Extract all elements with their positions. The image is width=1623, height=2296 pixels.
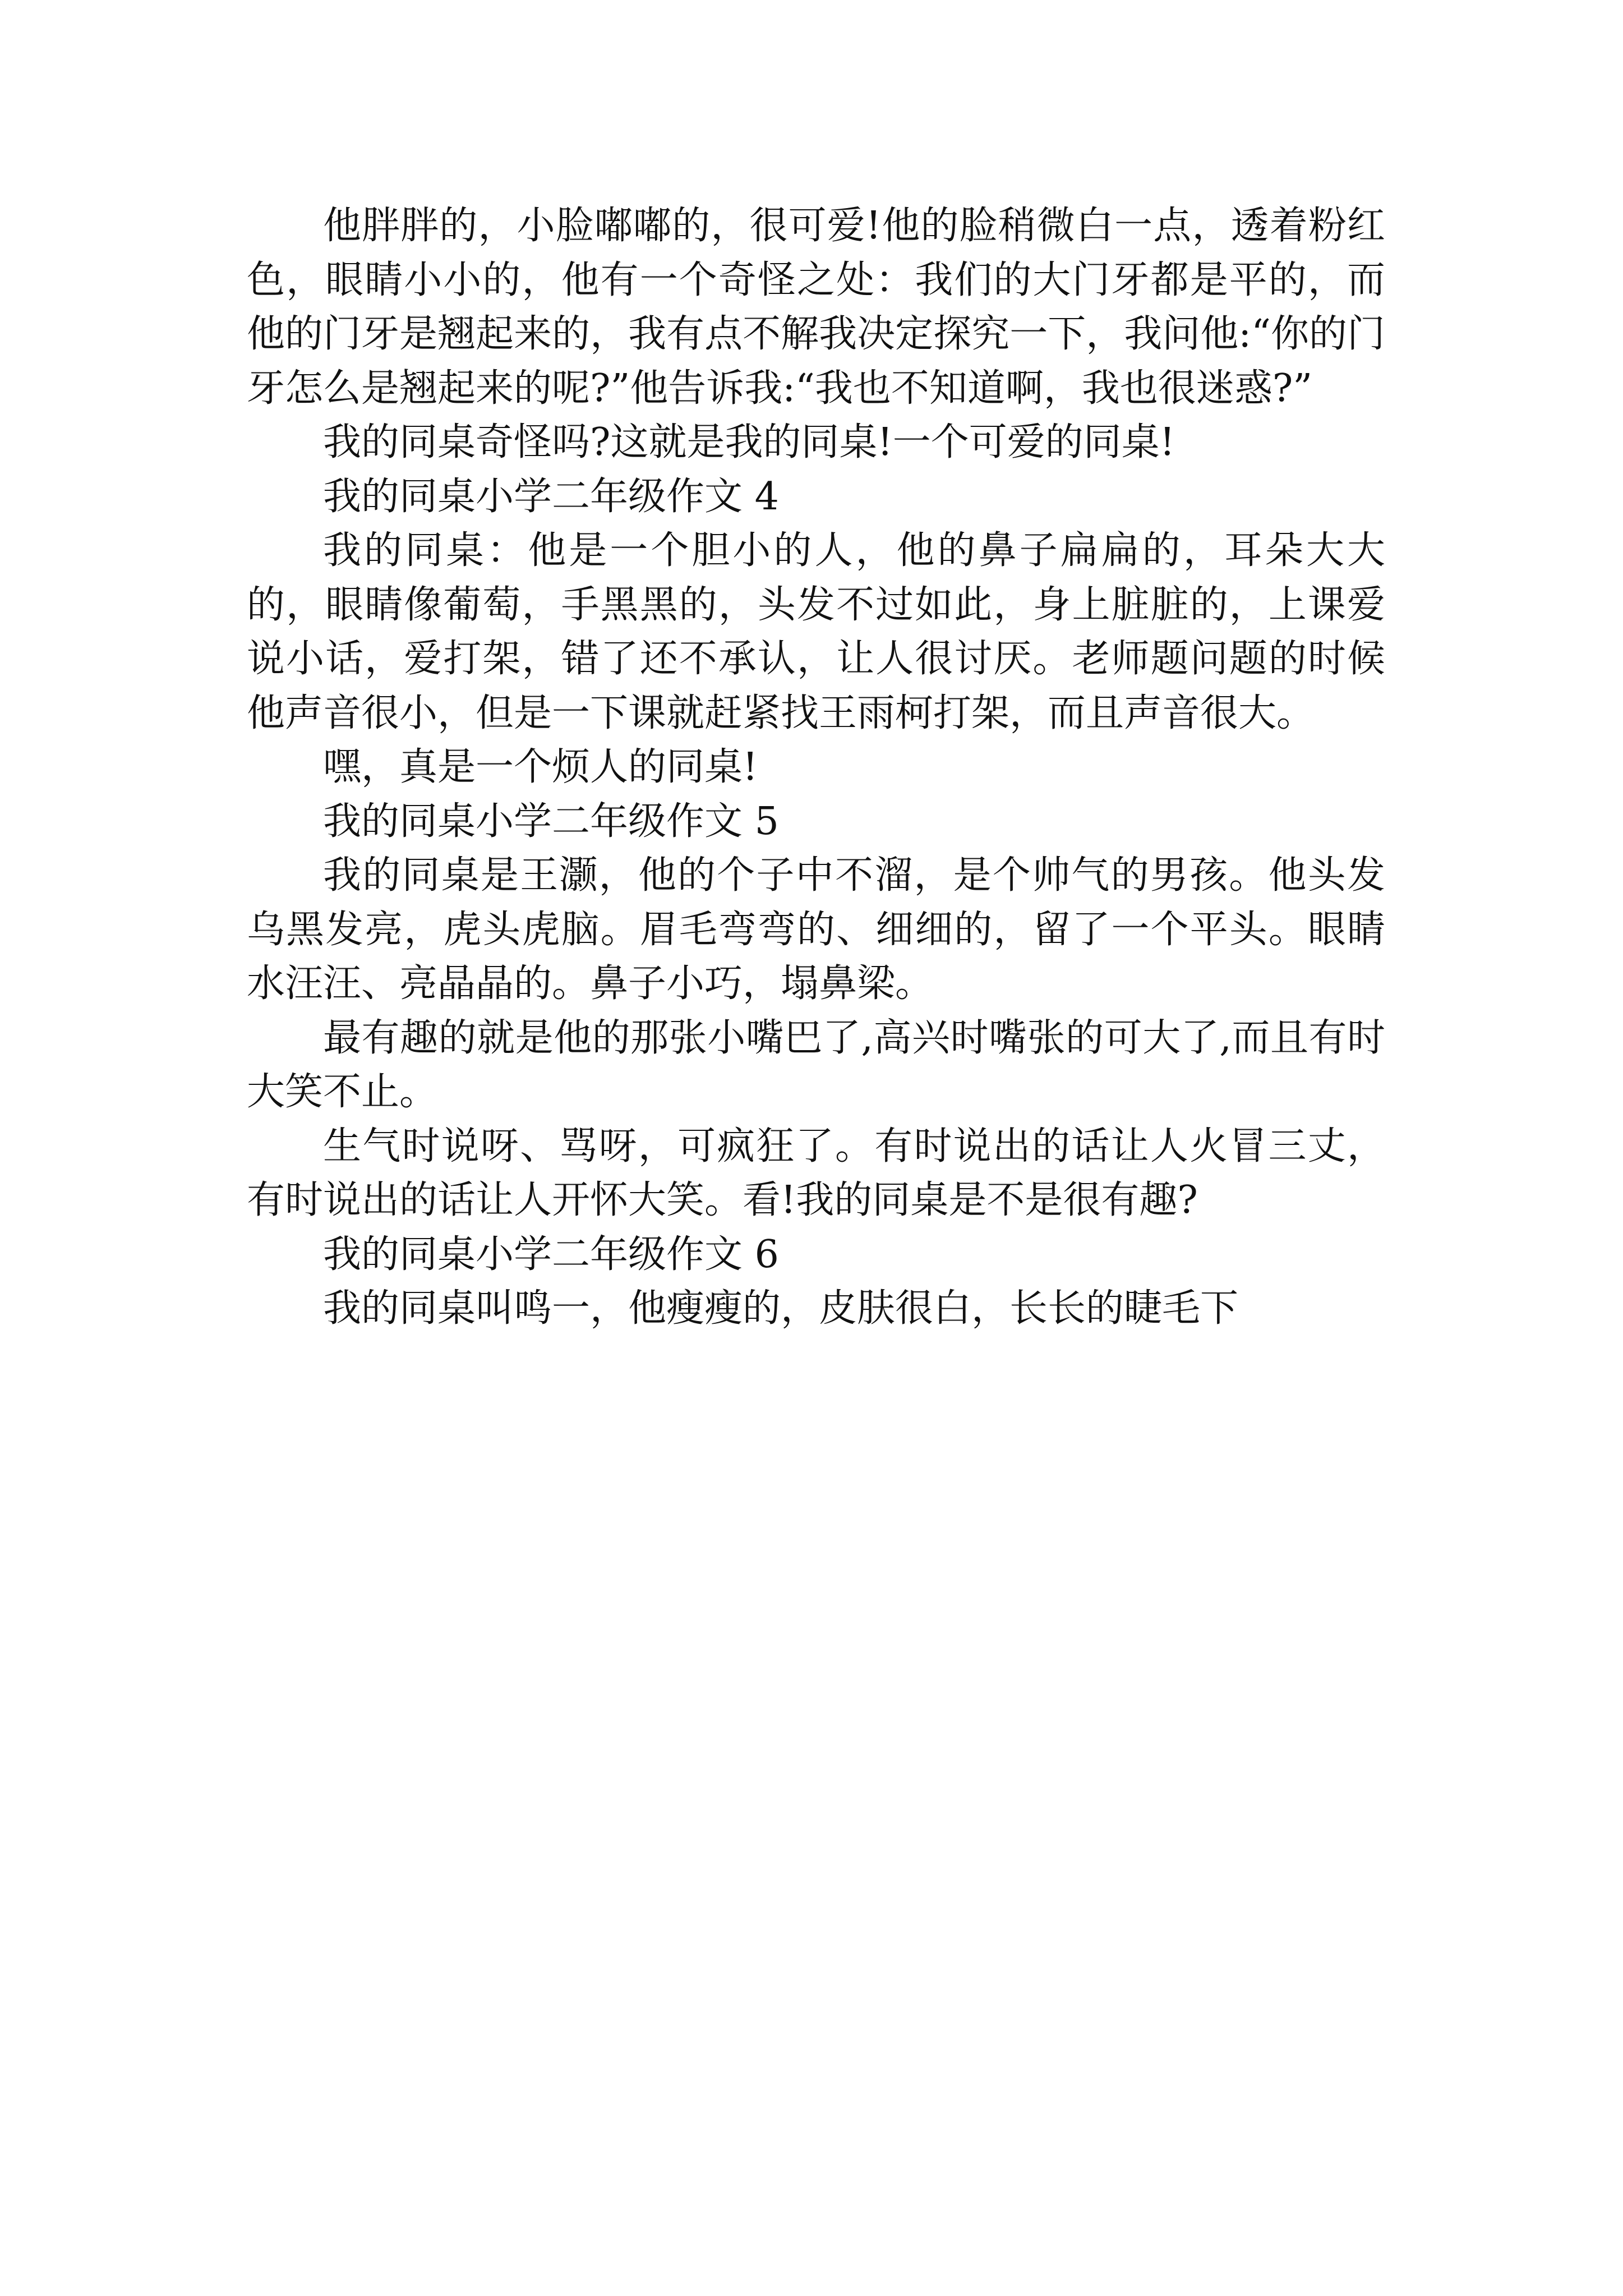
- paragraph: 我的同桌叫鸣一，他瘦瘦的，皮肤很白，长长的睫毛下: [323, 1286, 1239, 1331]
- document-body: [247, 199, 1385, 1336]
- paragraph: 他胖胖的，小脸嘟嘟的，很可爱!他的脸稍微白一点，透着粉红色，眼睛小小的，他有一个奇怪之处：我们的大门牙都是平的，而他的门牙是翘起来的，我有点不解我决定探究一下，我问他:“你的门牙怎么是翘起来的呢?”他告诉我:“我也不知道啊，我也很迷惑?”: [247, 204, 1385, 411]
- paragraph: 嘿，真是一个烦人的同桌!: [323, 745, 758, 789]
- section-heading: 我的同桌小学二年级作文 6: [323, 1232, 779, 1277]
- paragraph: 我的同桌奇怪吗?这就是我的同桌!一个可爱的同桌!: [323, 420, 1175, 464]
- paragraph: 生气时说呀、骂呀，可疯狂了。有时说出的话让人火冒三丈，有时说出的话让人开怀大笑。看!我的同桌是不是很有趣?: [247, 1124, 1385, 1222]
- paragraph: 最有趣的就是他的那张小嘴巴了,高兴时嘴张的可大了,而且有时大笑不止。: [247, 1015, 1385, 1114]
- section-heading: 我的同桌小学二年级作文 5: [323, 799, 779, 844]
- section-heading: 我的同桌小学二年级作文 4: [323, 474, 779, 519]
- paragraph: 我的同桌是王灏，他的个子中不溜，是个帅气的男孩。他头发乌黑发亮，虎头虎脑。眉毛弯弯的、细细的，留了一个平头。眼睛水汪汪、亮晶晶的。鼻子小巧，塌鼻梁。: [247, 853, 1385, 1006]
- paragraph: 我的同桌：他是一个胆小的人，他的鼻子扁扁的，耳朵大大的，眼睛像葡萄，手黑黑的，头发不过如此，身上脏脏的，上课爱说小话，爱打架，错了还不承认，让人很讨厌。老师题问题的时候他声音很小，但是一下课就赶紧找王雨柯打架，而且声音很大。: [247, 528, 1385, 735]
